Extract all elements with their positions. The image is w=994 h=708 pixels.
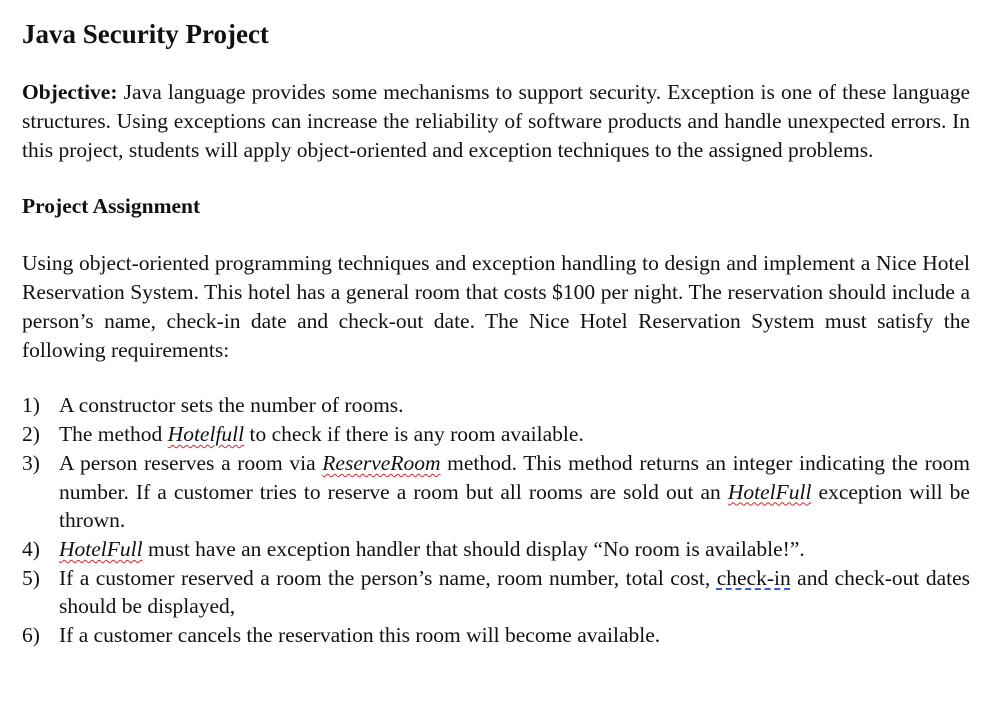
requirement-text-before: The method: [59, 422, 168, 447]
requirement-text-after: exception will be thrown.: [59, 479, 970, 533]
requirement-text-after: and check-out dates should be displayed,: [59, 565, 970, 619]
requirement-item: [22, 420, 970, 449]
requirement-item: [22, 564, 970, 621]
requirement-item: [22, 621, 970, 650]
method-name-hotelfull: Hotelfull: [167, 422, 245, 447]
requirement-text-middle: method. This method returns an integer indicating the room number. If a customer tries to reserve a room but all rooms are sold out an: [59, 450, 970, 504]
requirements-list: [22, 391, 970, 649]
requirement-text-before: If a customer reserved a room the person’s name, room number, total cost,: [59, 565, 717, 590]
requirement-text-after: to check if there is any room available.: [244, 422, 584, 447]
requirement-item: [22, 449, 970, 535]
exception-name-hotelfull: HotelFull: [727, 479, 812, 504]
requirement-number: 6): [22, 623, 40, 648]
requirement-item: [22, 535, 970, 564]
assignment-heading: Project Assignment: [22, 193, 201, 218]
objective-label: Objective:: [22, 80, 118, 104]
requirement-text-after: must have an exception handler that should display “No room is available!”.: [142, 536, 805, 561]
method-name-reserveroom: ReserveRoom: [322, 450, 441, 475]
requirement-number: 3): [22, 450, 40, 475]
assignment-paragraph: Using object-oriented programming techniques and exception handling to design and implement a Nice Hotel Reservation System. This hotel has a general room that costs $100 per night. The reservation should include a person’s name, check-in date and check-out date. The Nice Hotel Reservation System must satisfy the following requirements:: [22, 250, 970, 363]
requirement-number: 4): [22, 536, 40, 561]
requirement-text-before: A person reserves a room via: [59, 450, 323, 475]
exception-name-hotelfull: HotelFull: [59, 536, 143, 561]
requirement-text: A constructor sets the number of rooms.: [59, 393, 404, 418]
document-title: Java Security Project: [22, 19, 269, 49]
requirement-item: [22, 391, 970, 420]
objective-text: Java language provides some mechanisms to support security. Exception is one of these language structures. Using exceptions can increase the reliability of software products and handle unexpected errors. In this project, students will apply object-oriented and exception techniques to the assigned problems.: [22, 80, 970, 163]
requirement-number: 2): [22, 422, 40, 447]
objective-paragraph: [22, 78, 970, 166]
requirement-text: If a customer cancels the reservation this room will become available.: [59, 623, 661, 648]
requirement-number: 5): [22, 565, 40, 590]
grammar-flagged-check-in: check-in: [716, 565, 791, 590]
requirement-number: 1): [22, 393, 40, 418]
